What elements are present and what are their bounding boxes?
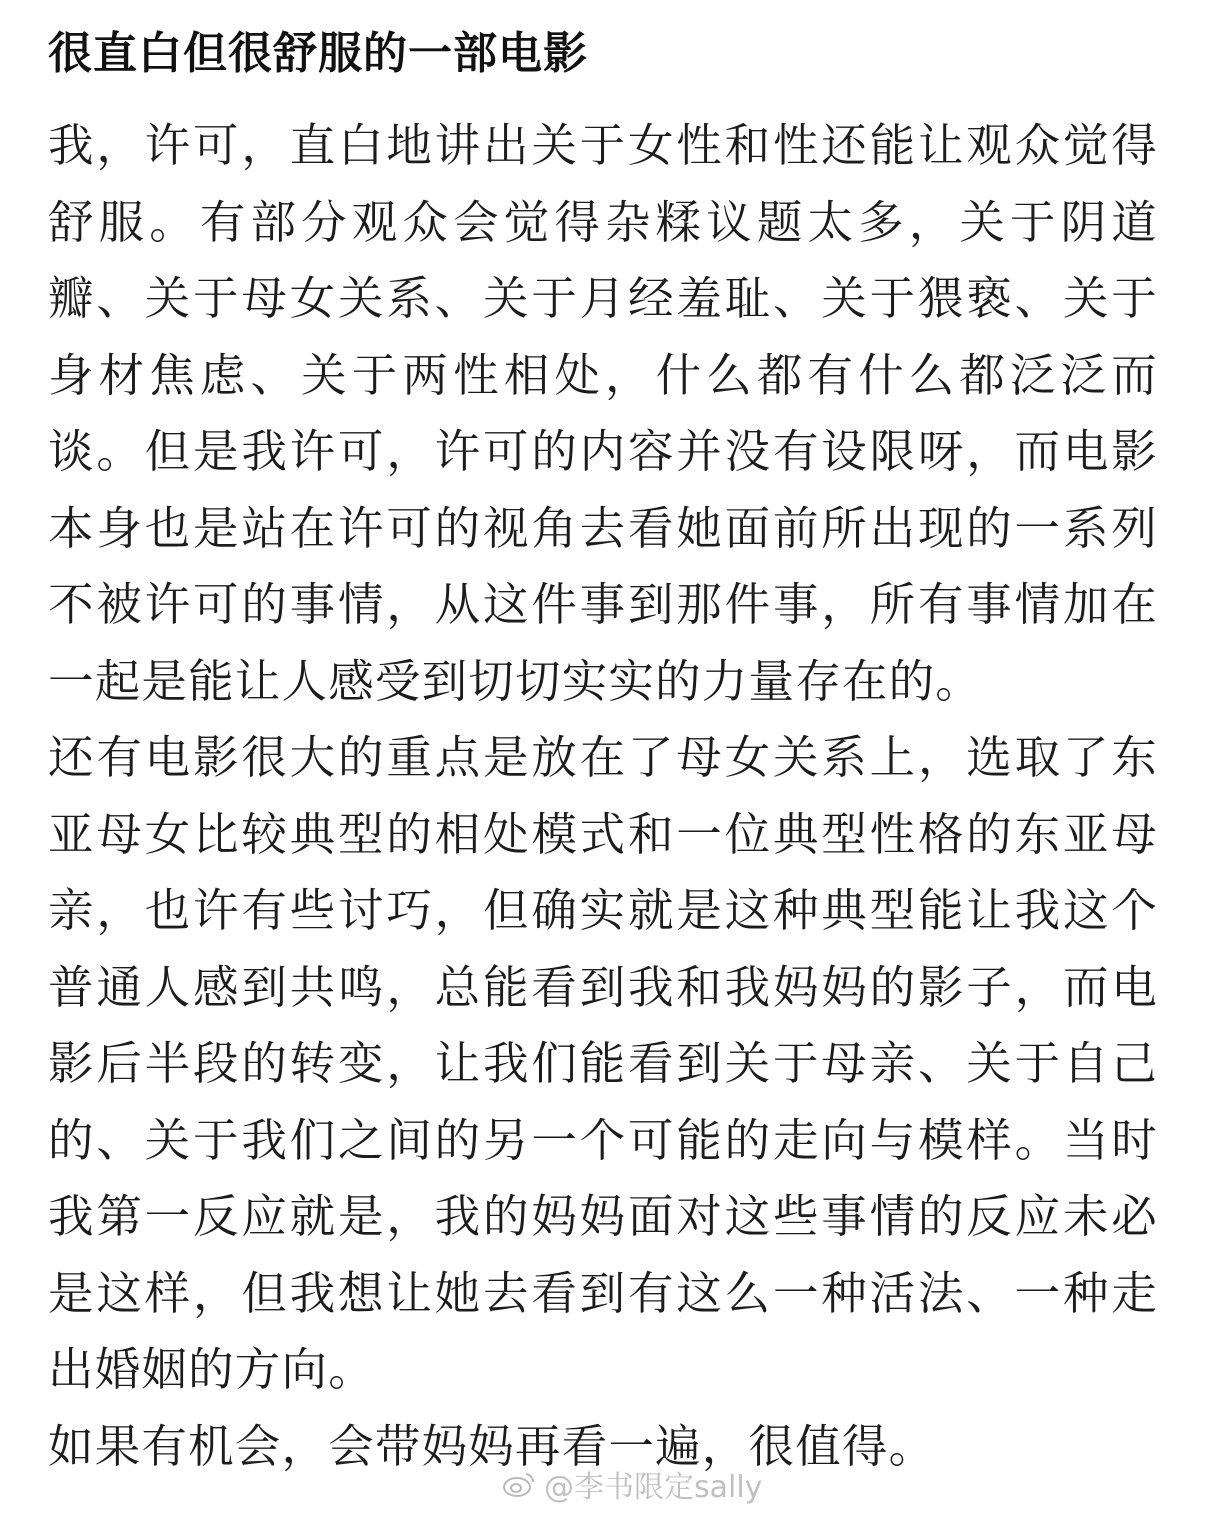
paragraph-1: 我，许可，直白地讲出关于女性和性还能让观众觉得舒服。有部分观众会觉得杂糅议题太多，关于阴道瓣、关于母女关系、关于月经羞耻、关于猥亵、关于身材焦虑、关于两性相处，什么都有什么都泛泛而谈。但是我许可，许可的内容并没有设限呀，而电影本身也是站在许可的视角去看她面前所出现的一系列不被许可的事情，从这件事到那件事，所有事情加在一起是能让人感受到切切实实的力量存在的。 bbox=[48, 119, 1158, 708]
post-body bbox=[48, 108, 1158, 1485]
paragraph-2: 还有电影很大的重点是放在了母女关系上，选取了东亚母女比较典型的相处模式和一位典型性格的东亚母亲，也许有些讨巧，但确实就是这种典型能让我这个普通人感到共鸣，总能看到我和我妈妈的影子，而电影后半段的转变，让我们能看到关于母亲、关于自己的、关于我们之间的另一个可能的走向与模样。当时我第一反应就是，我的妈妈面对这些事情的反应未必是这样，但我想让她去看到有这么一种活法、一种走出婚姻的方向。 bbox=[48, 731, 1158, 1396]
post-container bbox=[48, 18, 1158, 1485]
watermark-text: @李书限定sally bbox=[544, 1470, 763, 1505]
post-title: 很直白但很舒服的一部电影 bbox=[48, 28, 588, 79]
paragraph-3: 如果有机会，会带妈妈再看一遍，很值得。 bbox=[48, 1419, 936, 1473]
